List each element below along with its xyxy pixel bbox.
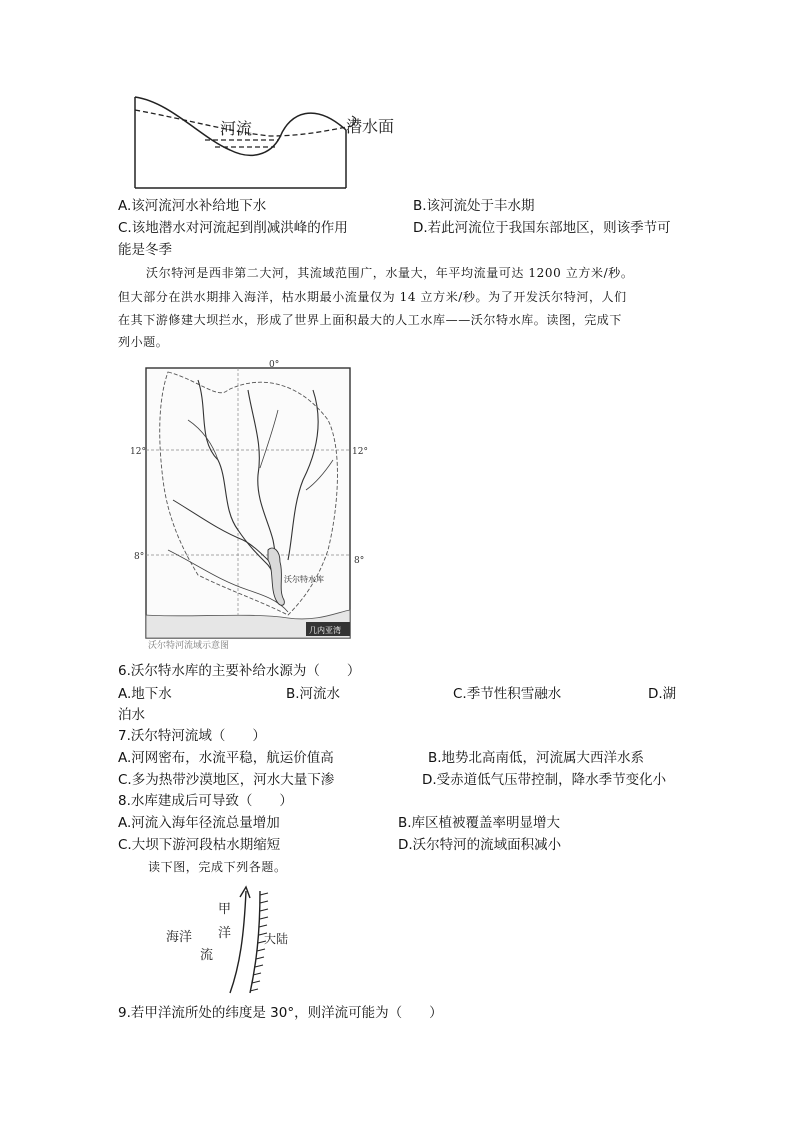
water-table-label: 潜水面 bbox=[346, 117, 395, 136]
coastline-line bbox=[250, 891, 260, 993]
q6-option-c: C.季节性积雪融水 bbox=[453, 686, 562, 702]
passage-line-2: 但大部分在洪水期排入海洋，枯水期最小流量仅为 14 立方米/秒。为了开发沃尔特河，人们 bbox=[118, 290, 627, 304]
ocean-current-figure bbox=[160, 885, 330, 1000]
lat-label-12-left: 12° bbox=[130, 447, 146, 457]
q6-option-a: A.地下水 bbox=[118, 686, 172, 702]
river-label: 河流 bbox=[220, 119, 253, 138]
current-arrow-line bbox=[230, 891, 246, 993]
q7-option-a: A.河网密布，水流平稳，航运价值高 bbox=[118, 750, 334, 766]
q8-option-b: B.库区植被覆盖率明显增大 bbox=[398, 815, 561, 831]
q6-option-b: B.河流水 bbox=[286, 686, 341, 702]
q5-option-a: A.该河流河水补给地下水 bbox=[118, 198, 267, 214]
current-char-1: 甲 bbox=[218, 902, 232, 917]
river-water-table-figure bbox=[130, 92, 420, 192]
q7-option-c: C.多为热带沙漠地区，河水大量下渗 bbox=[118, 772, 335, 788]
intro-read-figure: 读下图，完成下列各题。 bbox=[148, 860, 287, 874]
current-arrow-head bbox=[240, 887, 250, 898]
q9-stem: 9.若甲洋流所处的纬度是 30°，则洋流可能为（ ） bbox=[118, 1005, 443, 1021]
passage-line-4: 列小题。 bbox=[118, 335, 169, 349]
q8-option-a: A.河流入海年径流总量增加 bbox=[118, 815, 280, 831]
q7-option-b: B.地势北高南低，河流属大西洋水系 bbox=[428, 750, 645, 766]
lat-label-8-right: 8° bbox=[354, 556, 365, 566]
q8-option-d: D.沃尔特河的流域面积减小 bbox=[398, 837, 562, 853]
q6-option-d-line2: 泊水 bbox=[118, 707, 145, 723]
q7-stem: 7.沃尔特河流域（ ） bbox=[118, 728, 266, 744]
continent-label: 大陆 bbox=[264, 932, 289, 946]
ocean-label: 海洋 bbox=[166, 930, 193, 945]
current-char-2: 洋 bbox=[218, 926, 232, 941]
passage-line-3: 在其下游修建大坝拦水，形成了世界上面积最大的人工水库——沃尔特水库。读图，完成下 bbox=[118, 313, 623, 327]
current-char-3: 流 bbox=[200, 948, 214, 963]
q5-option-d-line2: 能是冬季 bbox=[118, 242, 172, 258]
lat-label-8-left: 8° bbox=[134, 552, 145, 562]
lat-label-12-right: 12° bbox=[352, 447, 368, 457]
lon-label-0: 0° bbox=[269, 360, 280, 370]
volta-basin-map bbox=[128, 350, 378, 650]
passage-line-1: 沃尔特河是西非第二大河，其流域范围广，水量大，年平均流量可达 1200 立方米/秒。 bbox=[146, 266, 634, 280]
q5-option-d-line1: D.若此河流位于我国东部地区，则该季节可 bbox=[413, 220, 671, 236]
q5-option-c: C.该地潜水对河流起到削减洪峰的作用 bbox=[118, 220, 348, 236]
q6-stem: 6.沃尔特水库的主要补给水源为（ ） bbox=[118, 663, 361, 679]
map-frame bbox=[146, 368, 350, 638]
q8-stem: 8.水库建成后可导致（ ） bbox=[118, 793, 293, 809]
map-caption: 沃尔特河流域示意图 bbox=[148, 641, 230, 650]
reservoir-label: 沃尔特水库 bbox=[284, 575, 324, 584]
q6-option-d-line1: D.湖 bbox=[648, 686, 677, 702]
q5-option-b: B.该河流处于丰水期 bbox=[413, 198, 535, 214]
map-watermark: 几内亚湾 bbox=[309, 626, 341, 635]
q7-option-d: D.受赤道低气压带控制，降水季节变化小 bbox=[422, 772, 667, 788]
q8-option-c: C.大坝下游河段枯水期缩短 bbox=[118, 837, 281, 853]
